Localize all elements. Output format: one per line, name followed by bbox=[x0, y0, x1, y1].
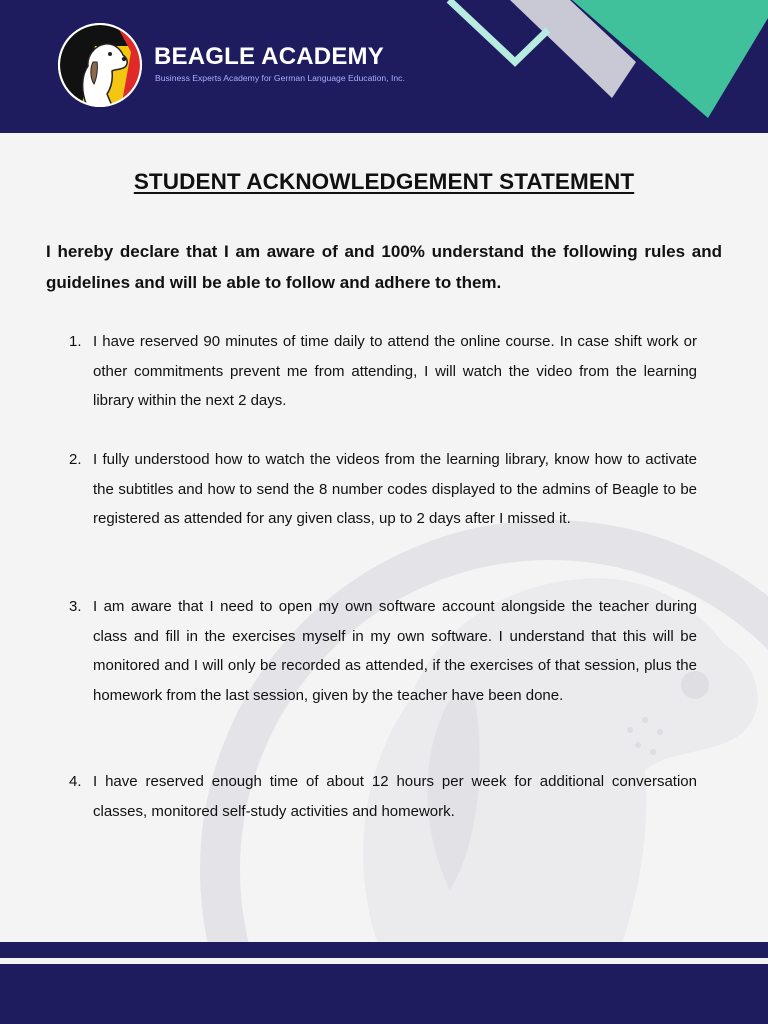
intro-statement: I hereby declare that I am aware of and 100% understand the following rules and guidelines and will be able to follow and adhere to them. bbox=[46, 242, 722, 292]
rule-text: I fully understood how to watch the videos from the learning library, know how to activate the subtitles and how to send the 8 number codes displayed to the admins of Beagle to be registered as attended for any given class, up to 2 days after I missed it. bbox=[93, 451, 697, 527]
footer-stripe bbox=[0, 942, 768, 958]
footer-band bbox=[0, 964, 768, 1024]
header-banner bbox=[0, 0, 768, 133]
rule-number: 3. bbox=[69, 598, 82, 615]
rule-item bbox=[69, 445, 697, 534]
document-title-text: STUDENT ACKNOWLEDGEMENT STATEMENT bbox=[133, 169, 635, 194]
rule-number: 2. bbox=[69, 451, 82, 468]
rule-item bbox=[69, 592, 697, 710]
rule-text: I have reserved enough time of about 12 hours per week for additional conversation classes, monitored self-study activities and homework. bbox=[93, 773, 697, 820]
brand-name: BEAGLE ACADEMY bbox=[154, 43, 384, 70]
rule-text: I have reserved 90 minutes of time daily to attend the online course. In case shift work or other commitments prevent me from attending, I will watch the video from the learning library within the next 2 days. bbox=[93, 333, 697, 409]
rule-item bbox=[69, 767, 697, 826]
rule-number: 1. bbox=[69, 333, 82, 350]
rule-item bbox=[69, 327, 697, 416]
rule-text: I am aware that I need to open my own software account alongside the teacher during class and fill in the exercises myself in my own software. I understand that this will be monitored and I will only be recorded as attended, if the exercises of that session, plus the homework from the last session, given by the teacher have been done. bbox=[93, 598, 697, 704]
rule-number: 4. bbox=[69, 773, 82, 790]
document-title bbox=[0, 169, 768, 195]
brand-tagline: Business Experts Academy for German Language Education, Inc. bbox=[155, 73, 405, 83]
beagle-logo-icon bbox=[57, 22, 143, 108]
beagle-watermark-icon bbox=[150, 470, 768, 950]
